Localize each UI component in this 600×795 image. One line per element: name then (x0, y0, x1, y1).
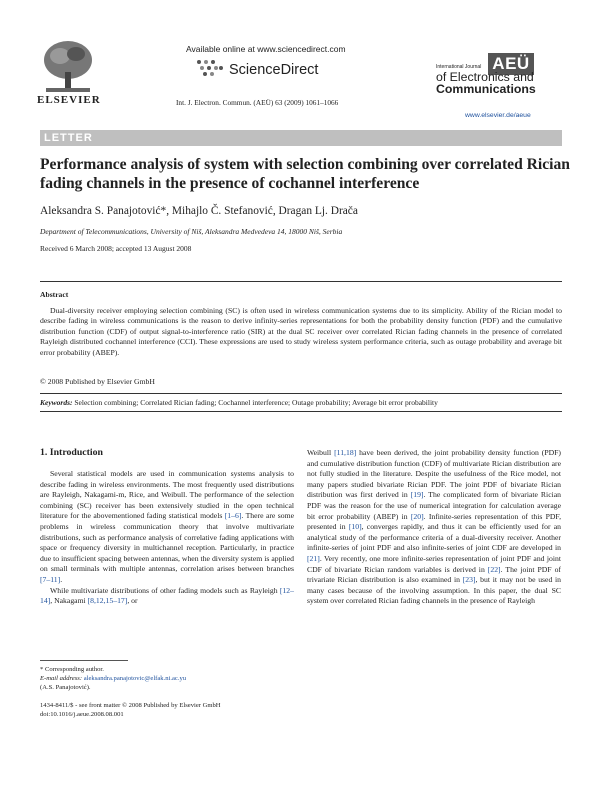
footnote-email (40, 674, 294, 683)
section-title-introduction: 1. Introduction (40, 447, 103, 458)
abstract-body: Dual-diversity receiver employing selection combining (SC) is often used in wireless communication systems due to its simplicity. Ability of the Rician model to describe fading in wireless communications is the reason to derive infinity-series representations for both the probability density function (PDF) and the cumulative distribution function (CDF) of output signal-to-interference ratio (SIR) at the dual SC receiver over correlated Rician fading channels in the presence of correlated Rayleigh distributed cochannel interference (CCI). These expressions are used to study wireless system performance criteria, such as outage probability and average bit error probability (ABEP). (40, 306, 562, 357)
doi-line[interactable]: doi:10.1016/j.aeue.2008.08.001 (40, 711, 124, 718)
author-affiliation: Department of Telecommunications, University of Niš, Aleksandra Medvedeva 14, 18000 Niš, Serbia (40, 227, 343, 236)
journal-intl-label: International Journal (436, 64, 482, 70)
body-column-left (40, 469, 294, 607)
reference-link[interactable]: [8,12,15–17] (87, 596, 128, 606)
body-column-right (307, 448, 561, 607)
elsevier-tree-logo-icon (40, 38, 96, 96)
article-type-label: LETTER (44, 132, 93, 144)
received-dates: Received 6 March 2008; accepted 13 August 2008 (40, 244, 192, 253)
reference-link[interactable]: [10] (348, 522, 362, 532)
footnote-corresponding-author: * Corresponding author. (40, 666, 104, 673)
footnote-rule (40, 660, 128, 661)
divider-top (40, 281, 562, 282)
abstract-copyright: © 2008 Published by Elsevier GmbH (40, 377, 155, 386)
aeu-journal-logo: AEÜ (488, 53, 534, 75)
intro-paragraph-2: While multivariate distributions of other fading models such as Rayleigh [12–14], Nakagami [8,12,15–17], or (40, 585, 294, 606)
intro-paragraph-continued: Weibull [11,18] have been derived, the joint probability density function (PDF) and cumulative distribution function (CDF) of multivariate Rician distribution are not fully studied in the literature. Despite the usefulness of the Rice model, not many papers studied bivariate Rician PDF. The joint PDF of bivariate Rician distribution was first derived in [19]. The complicated form of bivariate Rician PDF was the reason for the use of numerical integration for calculation average bit error probability (ABEP) in [20]. Infinite-series representation of this PDF, presented in [10], converges rapidly, and thus it can be efficiently used for an analytical study of the performance criteria of a dual-diversity receiver. Another infinite-series of joint PDF and also infinite-series of joint CDF are developed in [21]. Very recently, one more infinite-series representation of joint PDF and joint CDF of bivariate Rician random variables is derived in [22]. The joint PDF of trivariate Rician distribution is also examined in [23], but it may not be used in many cases because of the involving assumption. In this paper, the dual SC system over correlated Rician fading channels in the presence of Rayleigh (307, 448, 562, 606)
sciencedirect-wordmark: ScienceDirect (229, 62, 319, 78)
issn-line: 1434-8411/$ - see front matter © 2008 Published by Elsevier GmbH (40, 702, 221, 709)
reference-link[interactable]: [12–14] (40, 585, 294, 606)
available-online-text[interactable]: Available online at www.sciencedirect.com (186, 44, 346, 54)
keywords-label: Keywords: (40, 398, 73, 407)
journal-citation: Int. J. Electron. Commun. (AEÜ) 63 (2009) 1061–1066 (176, 98, 339, 107)
reference-link[interactable]: [11,18] (334, 448, 357, 457)
keywords (40, 398, 562, 407)
reference-link[interactable]: [22] (487, 564, 501, 574)
article-authors: Aleksandra S. Panajotović*, Mihajlo Č. Stefanović, Dragan Lj. Drača (40, 205, 358, 217)
reference-link[interactable]: [21] (307, 553, 320, 563)
sciencedirect-dots-icon (195, 58, 225, 83)
intro-paragraph-1: Several statistical models are used in communication systems analysis to describe fading in wireless environments. The most frequently used distributions are Rayleigh, Nakagami-m, Rice, and Weibull. The performance of the selection combining (SC) receiver has been extensively studied in the open technical literature for the abovementioned fading statistical models [1–6]. There are some problems in wireless communication theory that involve multivariate distributions, such as performance analysis of correlative fading applications with space or frequency diversity in multichannel reception. Particularly, in practice due to insufficient spacing between antennas, when the diversity system is applied on small terminals with multiple antennas, correlation arises between branches [7–11]. (40, 469, 294, 584)
footnote-author-name: (A.S. Panajotović). (40, 684, 91, 691)
sciencedirect-logo[interactable] (195, 58, 318, 82)
journal-title-line2: Communications (436, 82, 536, 96)
article-type-bar (40, 130, 562, 146)
abstract-heading: Abstract (40, 290, 69, 299)
divider-keywords-bottom (40, 411, 562, 412)
journal-title-line1: of Electronics and (436, 70, 534, 84)
reference-link[interactable]: [23] (462, 575, 476, 585)
article-title: Performance analysis of system with selection combining over correlated Rician fading channels in the presence of cochannel interference (40, 156, 570, 192)
reference-link[interactable]: [1–6] (224, 511, 242, 521)
publisher-name: ELSEVIER (37, 94, 101, 106)
email-link[interactable]: aleksandra.panajotovic@elfak.ni.ac.yu (83, 675, 187, 682)
journal-website-link[interactable]: www.elsevier.de/aeue (465, 112, 531, 119)
reference-link[interactable]: [7–11] (40, 574, 61, 584)
reference-link[interactable]: [20] (410, 511, 424, 521)
reference-link[interactable]: [19] (410, 490, 424, 500)
keywords-list: Selection combining; Correlated Rician fading; Cochannel interference; Outage probability; Average bit error probability (74, 398, 438, 407)
email-label: E-mail address: (40, 675, 83, 682)
divider-keywords-top (40, 393, 562, 394)
